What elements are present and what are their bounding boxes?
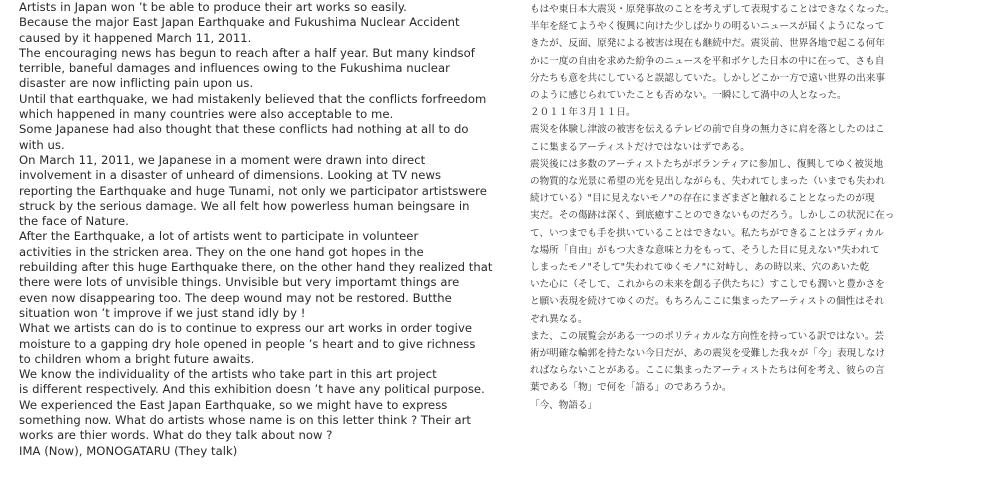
japanese-line: 続けている）"目に見えないモノ"の存在にまざまざと触れることとなったのが現 [530,193,875,205]
japanese-line: 実だ。その傷跡は深く、到底癒すことのできないものだろう。しかしこの状況に在っ [530,210,895,222]
english-line: We experienced the East Japan Earthquake, so we might have to express [19,397,448,412]
english-line: works are thier words. What do they talk about now ? [19,428,333,443]
english-line: activities in the stricken area. They on the one hand got hopes in the [19,244,424,259]
english-line: What we artists can do is to continue to express our art works in order togive [19,321,473,336]
english-line: moisture to a gapping dry hole opened in people ’s heart and to give richness [19,336,476,351]
japanese-line: 震災を体験し津波の被害を伝えるテレビの前で自身の無力さに肩を落としたのはこ [530,124,885,136]
english-line: Because the major East Japan Earthquake and Fukushima Nuclear Accident [19,15,460,30]
japanese-line: と願い表現を続けてゆくのだ。もちろんここに集まったアーティストの個性はそれ [530,296,884,308]
english-line: the face of Nature. [19,214,129,229]
japanese-line: 「今、物語る」 [530,399,598,411]
japanese-line: こに集まるアーティストだけではないはずである。 [530,141,750,153]
japanese-line: て、いつまでも手を拱いていることはできない。私たちができることはラディカル [530,227,885,239]
japanese-line: もはや東日本大震災・原発事故のことを考えずして表現することはできなくなった。 [530,4,895,15]
english-line: IMA (Now), MONOGATARU (They talk) [19,443,238,458]
japanese-line: いた心に（そして、これからの未来を創る子供たちに）すこしでも潤いと豊かさを [530,279,885,291]
english-line: struck by the serious damage. We all felt how powerless human beingsare in [19,198,470,213]
english-line: reporting the Earthquake and huge Tunami, not only we participator artistswere [19,183,487,198]
japanese-line: な場所「自由」がもつ大きな意味と力をもって、そうした目に見えない"失われて [530,244,880,256]
english-line: rebuilding after this huge Earthquake there, on the other hand they realized that [19,260,493,275]
english-line: Some Japanese had also thought that these conflicts had nothing at all to do [19,122,469,137]
english-line: Artists in Japan won ’t be able to produce their art works so easily. [19,0,407,14]
english-line: is different respectively. And this exhibition doesn ’t have any political purpose. [19,382,485,397]
english-statement [19,0,509,459]
english-line: On March 11, 2011, we Japanese in a moment were drawn into direct [19,152,426,167]
english-line: We know the individuality of the artists who take part in this art project [19,367,437,382]
english-line: involvement in a disaster of unheard of dimensions. Looking at TV news [19,168,442,183]
english-line: Until that earthquake, we had mistakenly believed that the conflicts forfreedom [19,91,487,106]
english-line: to children whom a bright future awaits. [19,351,255,366]
english-line: The encouraging news has begun to reach after a half year. But many kindsof [19,45,475,60]
english-line: After the Earthquake, a lot of artists went to participate in volunteer [19,229,419,244]
english-line: something now. What do artists whose name is on this letter think ? Their art [19,413,472,428]
english-line: terrible, baneful damages and influences owing to the Fukushima nuclear [19,61,450,76]
english-line: which happened in many countries were also acceptable to me. [19,107,394,122]
japanese-line: また、この展覧会がある一つのポリティカルな方向性を持っている訳ではない。芸 [530,330,885,342]
japanese-line: ぞれ異なる。 [530,313,588,325]
japanese-line: 術が明確な輪郭を持たない今日だが、あの震災を受難した我々が「今」表現しなけ [530,348,885,360]
japanese-statement [530,1,988,414]
english-line: there were lots of unvisible things. Unvisible but very importamt things are [19,275,460,290]
english-line: disaster are now inflicting pain upon us. [19,76,254,91]
english-line: even now disappearing too. The deep wound may not be restored. Butthe [19,290,452,305]
japanese-line: のように感じられていたことも否めない。一瞬にして渦中の人となった。 [530,90,847,102]
english-line: situation won ’t improve if we just stand idly by ! [19,305,306,320]
japanese-line: 分たちも意を共にしていると誤認していた。しかしどこか一方で遠い世界の出来事 [530,72,885,84]
japanese-line: ればならないことがある。ここに集まったアーティストたちは何を考え、彼らの言 [530,365,885,377]
japanese-line: 震災後には多数のアーティストたちがボランティアに参加し、復興してゆく被災地 [530,158,884,170]
english-line: caused by it happened March 11, 2011. [19,30,252,45]
japanese-line: かに一度の自由を求めた紛争のニュースを平和ボケした日本の中に在って、さも自 [530,55,885,67]
japanese-line: 半年を経てようやく復興に向けた少しばかりの明るいニュースが届くようになって [530,21,885,33]
english-line: with us. [19,137,65,152]
japanese-line: の物質的な光景に希望の光を見出しながらも、失われてしまった（いまでも失われ [530,176,885,188]
japanese-line: しまったモノ"そして"失われてゆくモノ"に対峙し、あの時以来、穴のあいた乾 [530,262,870,274]
japanese-line: きたが、反面、原発による被害は現在も継続中だ。震災前、世界各地で起こる何年 [530,38,885,50]
japanese-line: 葉である「物」で何を「語る」のであろうか。 [530,382,732,394]
japanese-line: ２０１１年３月１１日。 [530,107,636,119]
